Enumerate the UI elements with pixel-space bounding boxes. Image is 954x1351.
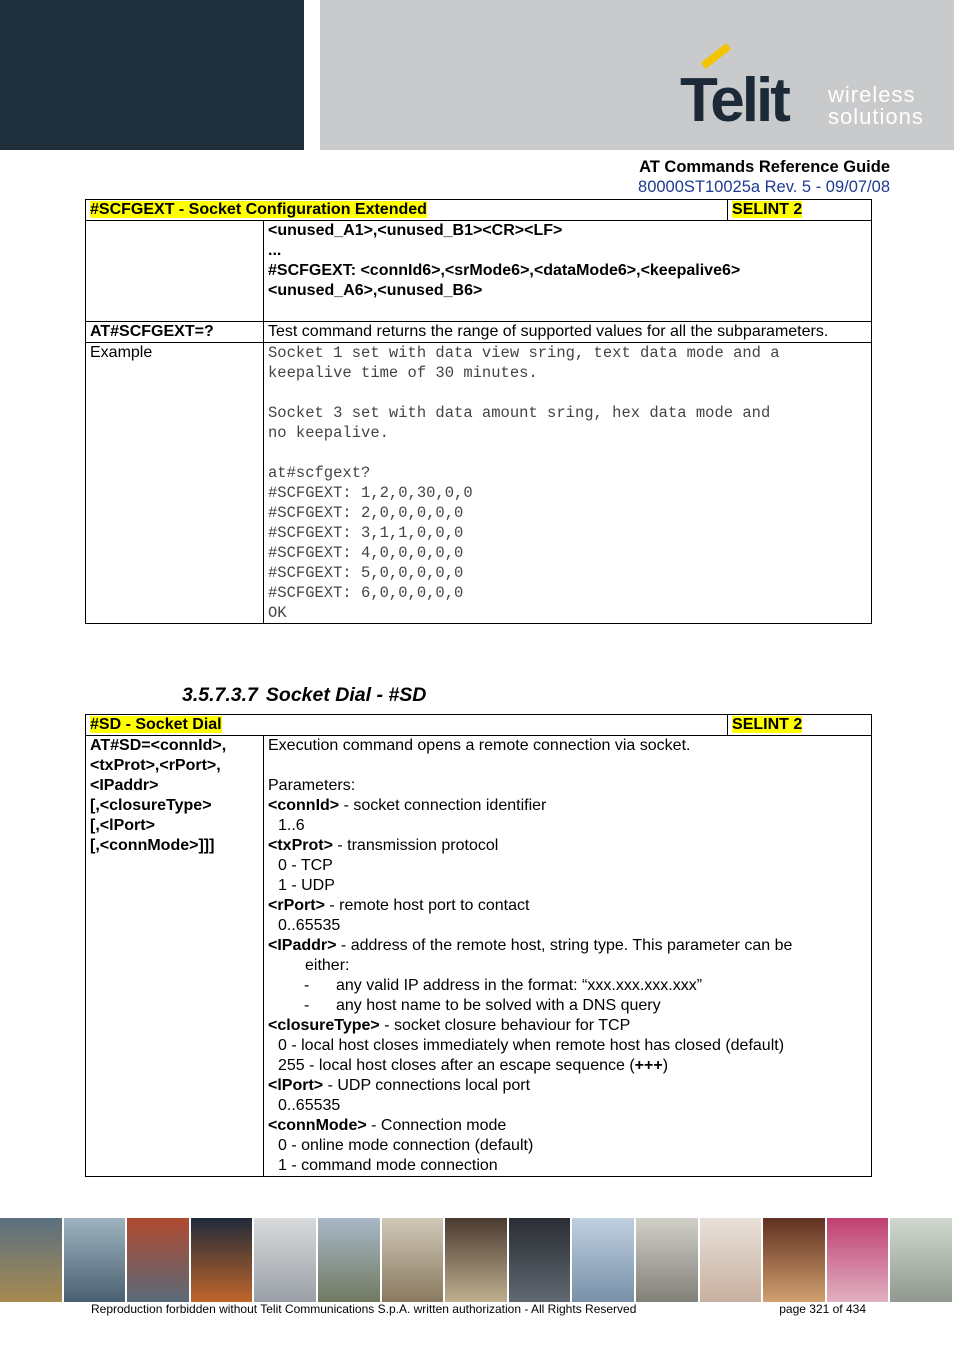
example-line	[268, 383, 867, 403]
example-line: keepalive time of 30 minutes.	[268, 364, 538, 382]
param-lport: <lPort> - UDP connections local port	[268, 1077, 531, 1094]
footer-photo-strip	[0, 1218, 954, 1302]
guide-title: AT Commands Reference Guide	[639, 158, 890, 176]
syntax-cell: AT#SD=<connId>, <txProt>,<rPort>, <IPaddr> [,<closureType> [,<lPort> [,<connMode>]]]	[86, 736, 264, 1177]
param-connmode: <connMode> - Connection mode	[268, 1117, 507, 1134]
example-line: #SCFGEXT: 6,0,0,0,0,0	[268, 584, 464, 602]
table-row	[86, 322, 872, 343]
param-connid: <connId> - socket connection identifier	[268, 797, 547, 814]
selint-badge: SELINT 2	[732, 201, 803, 218]
section-heading: 3.5.7.3.7 Socket Dial - #SD	[182, 684, 427, 706]
table-title: #SCFGEXT - Socket Configuration Extended	[90, 201, 427, 218]
table-header-row	[86, 715, 872, 736]
param-closuretype: <closureType> - socket closure behaviour for TCP	[268, 1017, 631, 1034]
test-command: AT#SCFGEXT=?	[86, 322, 264, 343]
description-cell: Execution command opens a remote connection via socket. Parameters: <connId> - socket connection identifier 1..6 <txProt> - transmission protocol 0 - TCP 1 - UDP <rPort> - remote host port to contact 0..65535 <IPaddr> - address of the remote host, string type. This parameter can be either: - any valid IP address in the format: “xxx.xxx.xxx.xxx” - any host name to be solved with a DNS query <closureType> - socket closure behaviour for TCP 0 - local host closes immediately when remote host has closed (default) 255 - local host closes after an escape sequence (+++) <lPort> - UDP connections local port 0..65535 <connMode> - Connection mode 0 - online mode connection (default) 1 - command mode connection	[264, 736, 872, 1177]
example-code	[264, 343, 872, 624]
example-line: #SCFGEXT: 1,2,0,30,0,0	[268, 484, 473, 502]
example-line: #SCFGEXT: 3,1,1,0,0,0	[268, 524, 464, 542]
table-header-row	[86, 200, 872, 221]
header-dark-panel	[0, 0, 304, 150]
page-number: page 321 of 434	[779, 1302, 866, 1316]
table-title: #SD - Socket Dial	[90, 716, 222, 733]
selint-badge: SELINT 2	[732, 716, 803, 733]
example-label: Example	[86, 343, 264, 624]
logo-wordmark: Telit	[680, 66, 788, 135]
param-ipaddr: <IPaddr> - address of the remote host, string type. This parameter can be	[268, 937, 793, 954]
table-row	[86, 736, 872, 1177]
telit-logo	[676, 48, 936, 138]
example-line: #SCFGEXT: 4,0,0,0,0,0	[268, 544, 464, 562]
logo-tagline: wireless solutions	[828, 82, 924, 129]
footer-copyright: Reproduction forbidden without Telit Communications S.p.A. written authorization - All Rights Reserved	[91, 1302, 637, 1316]
guide-revision: 80000ST10025a Rev. 5 - 09/07/08	[638, 178, 890, 196]
example-line: Socket 1 set with data view sring, text data mode and a	[268, 344, 780, 362]
sd-table	[85, 714, 872, 1177]
example-line: Socket 3 set with data amount sring, hex data mode and	[268, 404, 771, 422]
example-line: OK	[268, 604, 287, 622]
example-line: no keepalive.	[268, 424, 389, 442]
param-rport: <rPort> - remote host port to contact	[268, 897, 530, 914]
param-txprot: <txProt> - transmission protocol	[268, 837, 499, 854]
table-row: <unused_A1>,<unused_B1><CR><LF> ... #SCFGEXT: <connId6>,<srMode6>,<dataMode6>,<keepalive6> <unused_A6>,<unused_B6>	[86, 221, 872, 322]
example-line	[268, 443, 867, 463]
test-description: Test command returns the range of supported values for all the subparameters.	[264, 322, 872, 343]
example-line: at#scfgext?	[268, 464, 371, 482]
table-row	[86, 343, 872, 624]
example-line: #SCFGEXT: 2,0,0,0,0,0	[268, 504, 464, 522]
example-line: #SCFGEXT: 5,0,0,0,0,0	[268, 564, 464, 582]
scfgext-table	[85, 199, 872, 624]
